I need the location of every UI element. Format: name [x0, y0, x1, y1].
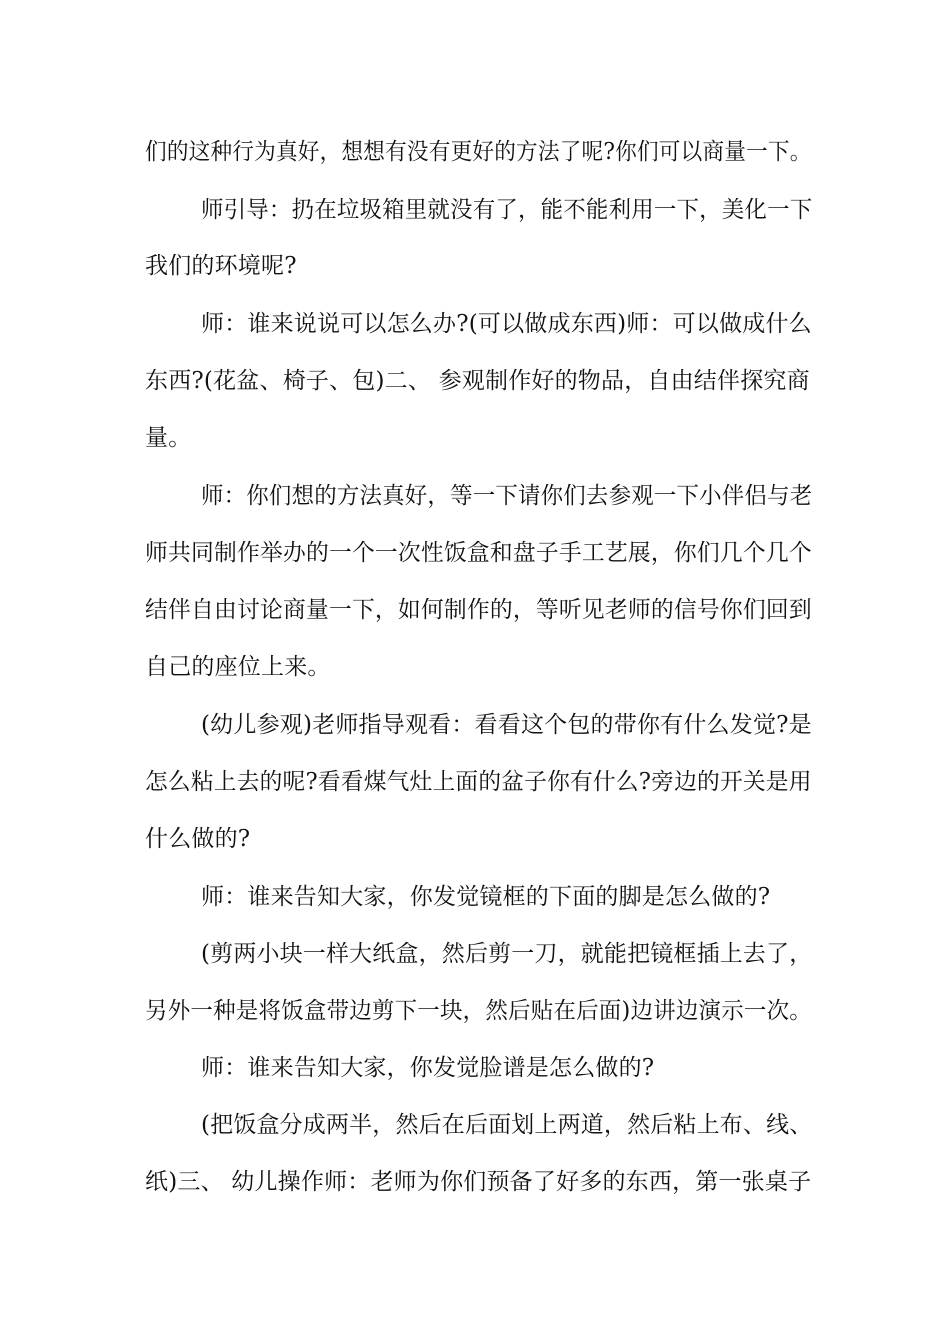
text-line: 师共同制作举办的一个一次性饭盒和盘子手工艺展，你们几个几个 [145, 540, 812, 566]
text-line: 东西?(花盆、椅子、包)二、 参观制作好的物品，自由结伴探究商 [145, 368, 810, 394]
text-line: 自己的座位上来。 [145, 654, 331, 680]
text-line: 们的这种行为真好，想想有没有更好的方法了呢?你们可以商量一下。 [145, 139, 812, 165]
text-line: 师引导：扔在垃圾箱里就没有了，能不能利用一下，美化一下 [201, 197, 813, 223]
text-line: (幼儿参观)老师指导观看：看看这个包的带你有什么发觉?是 [201, 712, 812, 738]
text-line: 量。 [145, 425, 192, 451]
text-line: (剪两小块一样大纸盒，然后剪一刀，就能把镜框插上去了， [201, 941, 813, 967]
text-line: 师：谁来说说可以怎么办?(可以做成东西)师：可以做成什么 [201, 311, 812, 337]
text-line: 师：你们想的方法真好，等一下请你们去参观一下小伴侣与老 [201, 483, 813, 509]
text-line: 师：谁来告知大家，你发觉脸谱是怎么做的? [201, 1055, 655, 1081]
text-line: 另外一种是将饭盒带边剪下一块，然后贴在后面)边讲边演示一次。 [145, 998, 812, 1024]
text-line: 结伴自由讨论商量一下，如何制作的，等听见老师的信号你们回到 [145, 597, 812, 623]
text-line: 什么做的? [145, 826, 251, 852]
text-line: 纸)三、 幼儿操作师：老师为你们预备了好多的东西，第一张桌子 [145, 1169, 812, 1195]
text-line: 怎么粘上去的呢?看看煤气灶上面的盆子你有什么?旁边的开关是用 [145, 769, 812, 795]
text-line: 师：谁来告知大家，你发觉镜框的下面的脚是怎么做的? [201, 884, 771, 910]
text-line: 我们的环境呢? [145, 253, 297, 279]
text-line: (把饭盒分成两半，然后在后面划上两道，然后粘上布、线、 [201, 1112, 813, 1138]
